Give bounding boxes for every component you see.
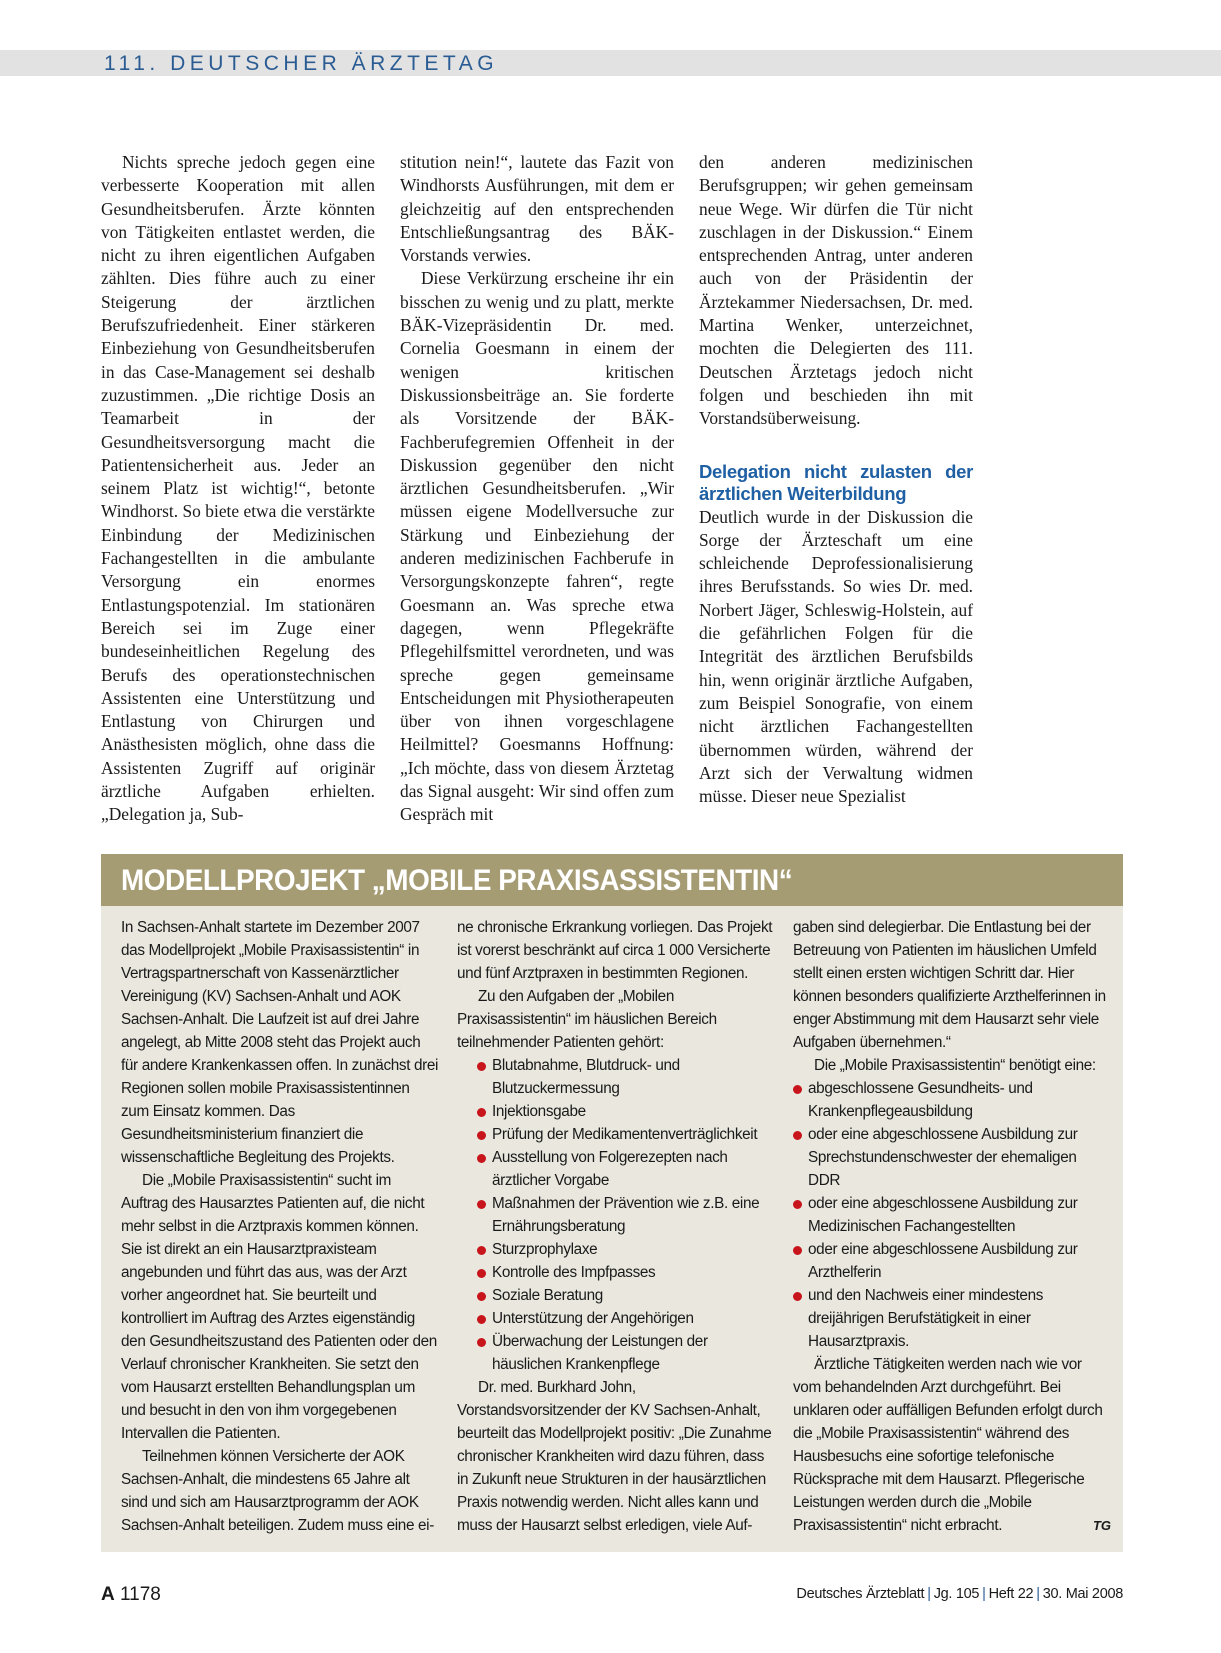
paragraph: Nichts spreche jedoch gegen eine verbesserte Kooperation mit allen Gesundheitsberufen. Ärzte könnten von Tätigkeiten entlastet werden, die nicht zu ihren eigentlichen Aufgaben zählten. Dies führe auch zu einer Steigerung der ärztlichen Berufszufriedenheit. Einer stärkeren Einbeziehung von Gesundheitsberufen in das Case-Management sei deshalb zuzustimmen. „Die richtige Dosis an Teamarbeit in der Gesundheitsversorgung macht die Patientensicherheit aus. Jeder an seinem Platz ist wichtig!“, betonte Windhorst. So biete etwa die verstärkte Einbindung der Medizinischen Fachangestellten in die ambulante Versorgung ein enormes Entlastungspotenzial. Im stationären Bereich sei im Zuge einer bundeseinheitlichen Regelung des Berufs des operationstechnischen Assistenten eine Unterstützung und Entlastung von Chirurgen und Anästhesisten möglich, ohne dass die Assistenten Zugriff auf originär ärztliche Aufgaben erhielten. „Delegation ja, Sub-: [101, 152, 375, 825]
list-item: und den Nachweis einer mindestens dreijährigen Berufstätigkeit in einer Hausarztpraxis.: [793, 1284, 1111, 1353]
requirement-list: [793, 1077, 1111, 1353]
paragraph-text: Ärztliche Tätigkeiten werden nach wie vor vom behandelnden Arzt durchgeführt. Bei unklaren oder auffälligen Befunden erfolgt durch die „Mobile Praxisassistentin“ während des Hausbesuchs eine sofortige telefonische Rücksprache mit dem Hausarzt. Pflegerische Leistungen werden durch die „Mobile Praxisassistentin“ nicht erbracht.: [793, 1356, 1103, 1534]
list-item: Ausstellung von Folgerezepten nach ärztlicher Vorgabe: [477, 1146, 775, 1192]
journal-issue: Heft 22: [988, 1586, 1034, 1602]
info-box-title: MODELLPROJEKT „MOBILE PRAXISASSISTENTIN“: [121, 864, 793, 897]
page-prefix: A: [101, 1584, 115, 1605]
article-column-3: [699, 151, 973, 808]
list-item: Kontrolle des Impfpasses: [477, 1261, 775, 1284]
box-column-1: [121, 916, 439, 1537]
task-list: [457, 1054, 775, 1376]
article-column-1: [101, 151, 375, 827]
separator: |: [982, 1586, 986, 1602]
journal-info: [796, 1586, 1123, 1602]
list-item: Maßnahmen der Prävention wie z.B. eine Ernährungsberatung: [477, 1192, 775, 1238]
page-number-value: 1178: [120, 1584, 161, 1605]
list-item: Unterstützung der Angehörigen: [477, 1307, 775, 1330]
paragraph: [793, 1353, 1111, 1537]
journal-date: 30. Mai 2008: [1042, 1586, 1123, 1602]
list-item: Blutabnahme, Blutdruck- und Blutzuckermessung: [477, 1054, 775, 1100]
author-initials: TG: [1092, 1518, 1111, 1533]
page-number: [101, 1584, 161, 1606]
paragraph: Die „Mobile Praxisassistentin“ benötigt eine:: [814, 1057, 1096, 1074]
paragraph: In Sachsen-Anhalt startete im Dezember 2007 das Modellprojekt „Mobile Praxisassistentin“ in Vertragspartnerschaft von Kassenärztlicher Vereinigung (KV) Sachsen-Anhalt und AOK Sachsen-Anhalt. Die Laufzeit ist auf drei Jahre angelegt, ab Mitte 2008 steht das Projekt auch für andere Krankenkassen offen. In zunächst drei Regionen sollen mobile Praxisassistentinnen zum Einsatz kommen. Das Gesundheitsministerium finanziert die wissenschaftliche Begleitung des Projekts.: [121, 919, 439, 1166]
info-box-header: [101, 854, 1123, 906]
info-box: [101, 854, 1123, 1552]
paragraph: gaben sind delegierbar. Die Entlastung bei der Betreuung von Patienten im häuslichen Umfeld stellt einen ersten wichtigen Schritt dar. Hier können besonders qualifizierte Arzthelferinnen in enger Abstimmung mit dem Hausarzt sehr viele Aufgaben übernehmen.“: [793, 919, 1106, 1051]
journal-volume: Jg. 105: [933, 1586, 980, 1602]
paragraph: Dr. med. Burkhard John, Vorstandsvorsitzender der KV Sachsen-Anhalt, beurteilt das Modellprojekt positiv: „Die Zunahme chronischer Krankheiten wird dazu führen, dass in Zukunft neue Strukturen in der hausärztlichen Praxis notwendig werden. Nicht alles kann und muss der Hausarzt selbst erledigen, viele Auf-: [457, 1379, 772, 1534]
list-item: oder eine abgeschlossene Ausbildung zur Sprechstundenschwester der ehemaligen DDR: [793, 1123, 1111, 1192]
paragraph: Teilnehmen können Versicherte der AOK Sachsen-Anhalt, die mindestens 65 Jahre alt sind und sich am Hausarztprogramm der AOK Sachsen-Anhalt beteiligen. Zudem muss eine ei-: [121, 1448, 434, 1534]
list-item: Soziale Beratung: [477, 1284, 775, 1307]
separator: |: [1036, 1586, 1040, 1602]
list-item: oder eine abgeschlossene Ausbildung zur Arzthelferin: [793, 1238, 1111, 1284]
box-column-3: [793, 916, 1111, 1537]
paragraph: Deutlich wurde in der Diskussion die Sorge der Ärzteschaft um eine schleichende Deprofessionalisierung ihres Berufsstands. So wies Dr. med. Norbert Jäger, Schleswig-Holstein, auf die gefährlichen Folgen für die Integrität des ärztlichen Berufsbilds hin, wenn originär ärztliche Aufgaben, zum Beispiel Sonografie, von einem nicht ärztlichen Fachangestellten übernommen würden, während der Arzt sich der Verwaltung widmen müsse. Dieser neue Spezialist: [699, 506, 973, 807]
paragraph: Die „Mobile Praxisassistentin“ sucht im Auftrag des Hausarztes Patienten auf, die nicht mehr selbst in die Arztpraxis kommen können. Sie ist direkt an ein Hausarztpraxisteam angebunden und führt das aus, was der Arzt vorher angeordnet hat. Sie beurteilt und kontrolliert im Auftrag des Arztes eigenständig den Gesundheitszustand des Patienten oder den Verlauf chronischer Krankheiten. Sie setzt den vom Hausarzt erstellten Behandlungsplan um und besucht in den von ihm vorgegebenen Intervallen die Patienten.: [121, 1172, 437, 1442]
paragraph: Diese Verkürzung erscheine ihr ein bisschen zu wenig und zu platt, merkte BÄK-Vizepräsidentin Dr. med. Cornelia Goesmann in einem der wenigen kritischen Diskussionsbeiträge an. Sie forderte als Vorsitzende der BÄK-Fachberufegremien Offenheit in der Diskussion gegenüber den nicht ärztlichen Gesundheitsberufen. „Wir müssen eigene Modellversuche zur Stärkung und Einbeziehung der anderen medizinischen Fachberufe in Versorgungskonzepte fahren“, regte Goesmann an. Was spreche etwa dagegen, wenn Pflegekräfte Pflegehilfsmittel verordneten, und was spreche gegen gemeinsame Entscheidungen mit Physiotherapeuten über von ihnen vorgeschlagene Heilmittel? Goesmanns Hoffnung: „Ich möchte, dass von diesem Ärztetag das Signal ausgeht: Wir sind offen zum Gespräch mit: [400, 268, 674, 825]
separator: |: [927, 1586, 931, 1602]
paragraph: ne chronische Erkrankung vorliegen. Das Projekt ist vorerst beschränkt auf circa 1 000 Versicherte und fünf Arztpraxen in bestimmten Regionen.: [457, 919, 773, 982]
list-item: abgeschlossene Gesundheits- und Krankenpflegeausbildung: [793, 1077, 1111, 1123]
journal-name: Deutsches Ärzteblatt: [796, 1586, 925, 1602]
paragraph: den anderen medizinischen Berufsgruppen; wir gehen gemeinsam neue Wege. Wir dürfen die Tür nicht zuschlagen in der Diskussion.“ Einem entsprechenden Antrag, unter anderen auch von der Präsidentin der Ärztekammer Niedersachsen, Dr. med. Martina Wenker, unterzeichnet, mochten die Delegierten des 111. Deutschen Ärztetags jedoch nicht folgen und beschieden ihn mit Vorstandsüberweisung.: [699, 152, 973, 429]
list-item: Überwachung der Leistungen der häuslichen Krankenpflege: [477, 1330, 775, 1376]
list-item: Injektionsgabe: [477, 1100, 775, 1123]
list-item: Prüfung der Medikamentenverträglichkeit: [477, 1123, 775, 1146]
section-header: 111. DEUTSCHER ÄRZTETAG: [104, 52, 499, 75]
box-column-2: [457, 916, 775, 1537]
article-column-2: [400, 151, 674, 827]
subheading: Delegation nicht zulasten der ärztlichen Weiterbildung: [699, 460, 973, 505]
list-item: oder eine abgeschlossene Ausbildung zur Medizinischen Fachangestellten: [793, 1192, 1111, 1238]
paragraph: Zu den Aufgaben der „Mobilen Praxisassistentin“ im häuslichen Bereich teilnehmender Patienten gehört:: [457, 988, 717, 1051]
paragraph: stitution nein!“, lautete das Fazit von Windhorsts Ausführungen, mit dem er gleichzeitig auf den entsprechenden Entschließungsantrag des BÄK-Vorstands verwies.: [400, 152, 674, 266]
list-item: Sturzprophylaxe: [477, 1238, 775, 1261]
